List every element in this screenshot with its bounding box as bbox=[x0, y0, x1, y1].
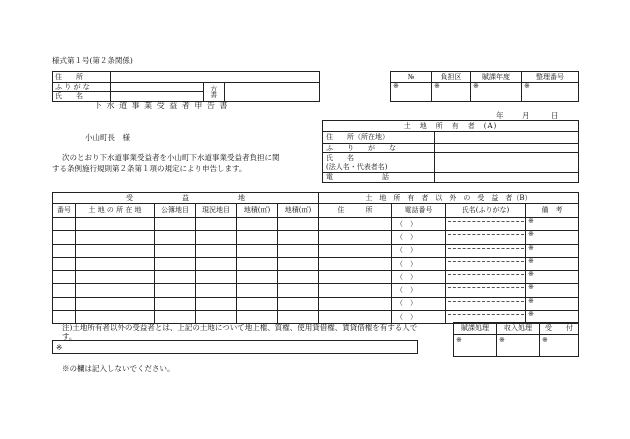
addressee: 小山町長 様 bbox=[85, 133, 130, 142]
remark-mark: ※ bbox=[528, 217, 534, 225]
table-cell[interactable] bbox=[237, 297, 278, 310]
address-label: 住 所 bbox=[53, 72, 111, 83]
table-cell[interactable] bbox=[155, 271, 196, 284]
table-row bbox=[53, 231, 579, 244]
table-cell[interactable] bbox=[53, 297, 76, 310]
name-cell[interactable] bbox=[446, 297, 526, 310]
table-cell[interactable] bbox=[278, 311, 319, 324]
table-cell[interactable] bbox=[319, 284, 392, 297]
table-cell[interactable] bbox=[319, 297, 392, 310]
phone-placeholder: （ ） bbox=[396, 259, 417, 268]
processing-header: 収入処理 bbox=[497, 323, 540, 335]
table-cell[interactable] bbox=[196, 297, 237, 310]
table-cell[interactable] bbox=[76, 218, 155, 231]
bottom-mark: ※ bbox=[56, 343, 63, 352]
phone-placeholder: （ ） bbox=[396, 232, 417, 241]
table-cell[interactable] bbox=[196, 311, 237, 324]
beneficiary-land-header: 受 益 地 bbox=[53, 193, 319, 204]
column-header: 氏名(ふりがな) bbox=[446, 204, 526, 218]
table-cell[interactable] bbox=[196, 271, 237, 284]
processing-header: 受 付 bbox=[540, 323, 579, 335]
note-line-1: 注)土地所有者以外の受益者とは、上記の土地について地上権、質権、使用貸借権、賃貸借権を有する人で bbox=[62, 323, 418, 332]
body-text-line-1: 次のとおり下水道事業受益者を小山町下水道事業受益者負担に関 bbox=[62, 153, 280, 162]
owner-phone-field[interactable] bbox=[435, 173, 579, 183]
table-row bbox=[53, 244, 579, 257]
remark-mark: ※ bbox=[528, 256, 534, 265]
column-header: 番号 bbox=[53, 204, 76, 218]
address-field[interactable] bbox=[111, 72, 320, 83]
table-cell[interactable] bbox=[196, 218, 237, 231]
table-cell[interactable] bbox=[155, 284, 196, 297]
processing-mark: ※ bbox=[540, 335, 579, 357]
processing-table bbox=[453, 322, 579, 357]
column-header: 地積(㎡) bbox=[278, 204, 319, 218]
table-cell[interactable] bbox=[278, 284, 319, 297]
furigana-dash-line bbox=[448, 234, 524, 235]
name-cell[interactable] bbox=[446, 257, 526, 270]
table-cell[interactable] bbox=[76, 284, 155, 297]
name-cell[interactable] bbox=[446, 271, 526, 284]
office-use-table bbox=[390, 71, 579, 102]
office-header: 賦課年度 bbox=[471, 72, 522, 83]
owner-name-label: 氏 名 bbox=[326, 153, 354, 162]
table-cell[interactable] bbox=[278, 231, 319, 244]
remarks-cell[interactable] bbox=[526, 284, 579, 297]
table-cell[interactable] bbox=[237, 311, 278, 324]
table-cell[interactable] bbox=[53, 284, 76, 297]
table-cell[interactable] bbox=[196, 257, 237, 270]
furigana-dash-line bbox=[448, 301, 524, 302]
direction-label: 方 書 bbox=[204, 83, 225, 102]
table-cell[interactable] bbox=[53, 271, 76, 284]
phone-placeholder: （ ） bbox=[396, 286, 417, 295]
furigana-dash-line bbox=[448, 314, 524, 315]
table-cell[interactable] bbox=[278, 218, 319, 231]
table-cell[interactable] bbox=[53, 311, 76, 324]
column-header: 住 所 bbox=[319, 204, 392, 218]
phone-cell[interactable] bbox=[392, 244, 446, 257]
furigana-label: ふ り が な bbox=[53, 83, 111, 92]
table-row bbox=[53, 297, 579, 310]
owner-address-label: 住 所（所在地） bbox=[323, 132, 435, 144]
direction-field[interactable] bbox=[224, 83, 320, 102]
office-header: 整理番号 bbox=[522, 72, 579, 83]
table-cell[interactable] bbox=[319, 244, 392, 257]
table-cell[interactable] bbox=[76, 297, 155, 310]
owner-name-field[interactable] bbox=[435, 153, 579, 173]
table-cell[interactable] bbox=[237, 257, 278, 270]
table-cell[interactable] bbox=[76, 257, 155, 270]
remarks-cell[interactable] bbox=[526, 244, 579, 257]
table-cell[interactable] bbox=[278, 297, 319, 310]
other-beneficiary-header: 土 地 所 有 者 以 外 の 受 益 者（B） bbox=[319, 193, 579, 204]
table-cell[interactable] bbox=[155, 218, 196, 231]
phone-cell[interactable] bbox=[392, 231, 446, 244]
phone-cell[interactable] bbox=[392, 257, 446, 270]
phone-placeholder: （ ） bbox=[396, 299, 417, 308]
office-header: 負担区 bbox=[432, 72, 471, 83]
column-header: 地積(㎡) bbox=[237, 204, 278, 218]
phone-cell[interactable] bbox=[392, 284, 446, 297]
bottom-office-field bbox=[52, 340, 418, 354]
owner-box-title: 土 地 所 有 者 (A) bbox=[323, 121, 579, 132]
table-cell[interactable] bbox=[155, 257, 196, 270]
furigana-dash-line bbox=[448, 261, 524, 262]
table-cell[interactable] bbox=[237, 231, 278, 244]
table-cell[interactable] bbox=[155, 244, 196, 257]
remark-mark: ※ bbox=[528, 230, 534, 239]
column-header: 公簿地目 bbox=[155, 204, 196, 218]
office-header: № bbox=[391, 72, 432, 83]
date-year: 年 bbox=[496, 111, 504, 120]
name-cell[interactable] bbox=[446, 218, 526, 231]
furigana-field[interactable] bbox=[111, 83, 204, 92]
remark-mark: ※ bbox=[528, 243, 534, 252]
table-cell[interactable] bbox=[53, 231, 76, 244]
table-cell[interactable] bbox=[319, 257, 392, 270]
document-title: 下 水 道 事 業 受 益 者 申 告 書 bbox=[94, 101, 229, 110]
table-cell[interactable] bbox=[237, 218, 278, 231]
phone-placeholder: （ ） bbox=[396, 312, 417, 321]
footnote: ※の欄は記入しないでください。 bbox=[62, 364, 175, 373]
applicant-table bbox=[52, 71, 320, 102]
table-cell[interactable] bbox=[278, 257, 319, 270]
table-cell[interactable] bbox=[237, 271, 278, 284]
table-cell[interactable] bbox=[196, 244, 237, 257]
table-cell[interactable] bbox=[196, 231, 237, 244]
table-cell[interactable] bbox=[76, 311, 155, 324]
owner-furigana-field[interactable] bbox=[435, 144, 579, 153]
remarks-cell[interactable] bbox=[526, 257, 579, 270]
table-row bbox=[53, 218, 579, 231]
table-cell[interactable] bbox=[319, 218, 392, 231]
table-cell[interactable] bbox=[53, 244, 76, 257]
furigana-dash-line bbox=[448, 274, 524, 275]
table-cell[interactable] bbox=[196, 284, 237, 297]
remarks-cell[interactable] bbox=[526, 218, 579, 231]
column-header: 土 地 の 所 在 地 bbox=[76, 204, 155, 218]
body-text-line-2: する条例施行規則第２条第１項の規定により申告します。 bbox=[52, 164, 247, 173]
office-mark: ※ bbox=[471, 83, 522, 102]
owner-address-field[interactable] bbox=[435, 132, 579, 144]
remarks-cell[interactable] bbox=[526, 297, 579, 310]
table-cell[interactable] bbox=[76, 244, 155, 257]
table-row bbox=[53, 271, 579, 284]
office-mark: ※ bbox=[432, 83, 471, 102]
phone-cell[interactable] bbox=[392, 271, 446, 284]
note-line-2: す。 bbox=[62, 332, 77, 341]
furigana-dash-line bbox=[448, 221, 524, 222]
table-cell[interactable] bbox=[319, 311, 392, 324]
table-cell[interactable] bbox=[155, 231, 196, 244]
remark-mark: ※ bbox=[528, 283, 534, 292]
form-number: 様式第１号(第２条関係) bbox=[52, 56, 133, 65]
remark-mark: ※ bbox=[528, 296, 534, 305]
phone-cell[interactable] bbox=[392, 218, 446, 231]
name-cell[interactable] bbox=[446, 231, 526, 244]
table-row bbox=[53, 257, 579, 270]
remarks-cell[interactable] bbox=[526, 231, 579, 244]
table-cell[interactable] bbox=[237, 284, 278, 297]
column-header: 備 考 bbox=[526, 204, 579, 218]
remarks-cell[interactable] bbox=[526, 271, 579, 284]
table-row bbox=[53, 284, 579, 297]
name-cell[interactable] bbox=[446, 284, 526, 297]
name-field[interactable] bbox=[111, 92, 204, 102]
phone-placeholder: （ ） bbox=[396, 272, 417, 281]
owner-furigana-label: ふ り が な bbox=[323, 144, 435, 153]
date-day: 日 bbox=[551, 111, 559, 120]
table-cell[interactable] bbox=[237, 244, 278, 257]
phone-placeholder: （ ） bbox=[396, 246, 417, 255]
owner-phone-label: 電 話 bbox=[323, 173, 435, 183]
name-label: 氏 名 bbox=[53, 92, 111, 102]
date-month: 月 bbox=[522, 111, 530, 120]
phone-placeholder: （ ） bbox=[396, 219, 417, 228]
processing-mark: ※ bbox=[454, 335, 497, 357]
furigana-dash-line bbox=[448, 287, 524, 288]
column-header: 電話番号 bbox=[392, 204, 446, 218]
table-cell[interactable] bbox=[319, 271, 392, 284]
table-cell[interactable] bbox=[76, 231, 155, 244]
name-cell[interactable] bbox=[446, 244, 526, 257]
remark-mark: ※ bbox=[528, 270, 534, 279]
table-cell[interactable] bbox=[76, 271, 155, 284]
owner-name-sublabel: (法人名・代表者名) bbox=[326, 162, 388, 171]
processing-header: 賦課処理 bbox=[454, 323, 497, 335]
phone-cell[interactable] bbox=[392, 297, 446, 310]
column-header: 現況地目 bbox=[196, 204, 237, 218]
table-cell[interactable] bbox=[53, 257, 76, 270]
phone-cell[interactable] bbox=[392, 311, 446, 324]
office-mark: ※ bbox=[391, 83, 432, 102]
table-cell[interactable] bbox=[53, 218, 76, 231]
office-mark: ※ bbox=[522, 83, 579, 102]
table-cell[interactable] bbox=[155, 297, 196, 310]
table-cell[interactable] bbox=[278, 244, 319, 257]
table-cell[interactable] bbox=[155, 311, 196, 324]
table-cell[interactable] bbox=[319, 231, 392, 244]
land-owner-table bbox=[322, 120, 579, 183]
beneficiary-table bbox=[52, 192, 579, 324]
furigana-dash-line bbox=[448, 248, 524, 249]
remark-mark: ※ bbox=[528, 310, 534, 319]
table-cell[interactable] bbox=[278, 271, 319, 284]
processing-mark: ※ bbox=[497, 335, 540, 357]
